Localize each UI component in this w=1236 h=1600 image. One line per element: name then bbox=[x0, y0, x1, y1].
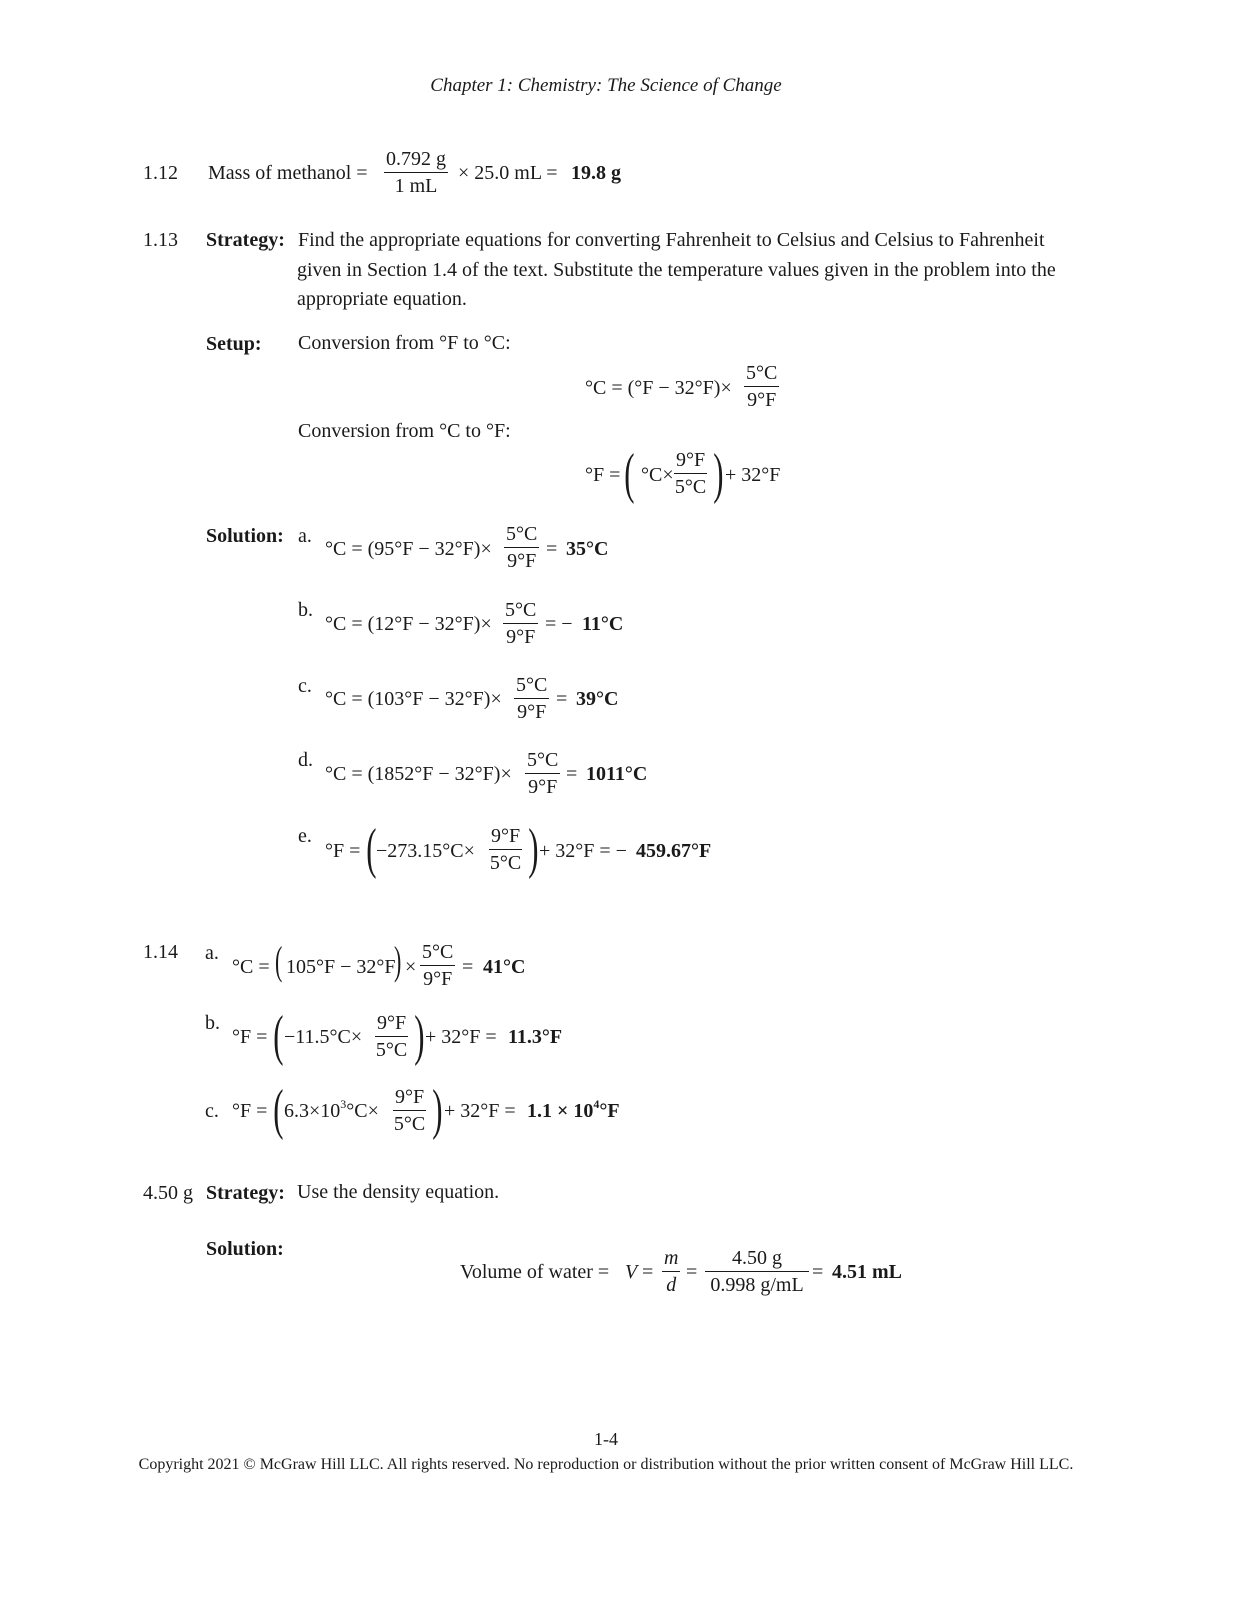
part-b-left: °C = (12°F − 32°F)× bbox=[325, 613, 492, 635]
part-b-fraction bbox=[503, 600, 538, 647]
fraction-numerator: 5°C bbox=[525, 750, 560, 774]
volume-label: Volume of water = bbox=[460, 1261, 610, 1283]
part-b-letter: b. bbox=[205, 1012, 220, 1034]
part-c-equals: = bbox=[556, 688, 568, 710]
strategy-label: Strategy: bbox=[206, 1182, 285, 1204]
part-a-fraction bbox=[504, 524, 539, 571]
part-a-letter: a. bbox=[298, 525, 312, 547]
part-c-answer: 39°C bbox=[576, 688, 619, 710]
problem-number-1-12: 1.12 bbox=[143, 162, 178, 184]
part-a-answer: 41°C bbox=[483, 956, 526, 978]
fraction-numerator: 0.792 g bbox=[384, 149, 448, 173]
right-paren: ) bbox=[393, 938, 402, 983]
copyright-notice: Copyright 2021 © McGraw Hill LLC. All rights reserved. No reproduction or distribution without the prior written consent of McGraw Hill LLC. bbox=[138, 1456, 1074, 1473]
methanol-label: Mass of methanol = bbox=[208, 162, 368, 184]
problem-number-1-15: 4.50 g bbox=[143, 1182, 193, 1204]
volume-equals-2: = bbox=[686, 1261, 698, 1283]
fraction-numerator: 9°F bbox=[489, 826, 522, 850]
strategy-line-1: Find the appropriate equations for converting Fahrenheit to Celsius and Celsius to Fahrenheit bbox=[298, 229, 1045, 251]
fraction-denominator: 5°C bbox=[375, 1039, 408, 1061]
part-a-times: × bbox=[405, 956, 417, 978]
page-number: 1-4 bbox=[594, 1429, 618, 1449]
part-d-left: °C = (1852°F − 32°F)× bbox=[325, 763, 512, 785]
methanol-density-fraction bbox=[384, 149, 448, 196]
part-c-letter: c. bbox=[205, 1100, 219, 1122]
part-c-inner bbox=[284, 1097, 379, 1122]
part-e-letter: e. bbox=[298, 825, 312, 847]
inner-unit: °C× bbox=[346, 1100, 379, 1122]
solution-label: Solution: bbox=[206, 1238, 284, 1260]
part-d-answer: 1011°C bbox=[586, 763, 648, 785]
left-paren: ( bbox=[273, 1079, 284, 1141]
part-d-equals: = bbox=[566, 763, 578, 785]
conversion-c-to-f: Conversion from °C to °F: bbox=[298, 420, 511, 442]
strategy-line-2: given in Section 1.4 of the text. Substitute the temperature values given in the problem into the bbox=[297, 259, 1056, 281]
part-a-answer: 35°C bbox=[566, 538, 609, 560]
fraction-numerator: 9°F bbox=[393, 1087, 426, 1111]
answer-exponent: 4 bbox=[593, 1097, 600, 1111]
part-e-fraction bbox=[489, 826, 522, 873]
part-d-fraction bbox=[525, 750, 560, 797]
part-e-answer: 459.67°F bbox=[636, 840, 712, 862]
fraction-numerator: 5°C bbox=[504, 524, 539, 548]
part-b-inner: −11.5°C× bbox=[284, 1026, 363, 1048]
methanol-answer: 19.8 g bbox=[571, 162, 621, 184]
part-b-equals: = − bbox=[545, 613, 573, 635]
volume-equals: = bbox=[642, 1261, 654, 1283]
left-paren: ( bbox=[624, 443, 635, 505]
part-c-left: °C = (103°F − 32°F)× bbox=[325, 688, 502, 710]
volume-answer: 4.51 mL bbox=[832, 1261, 902, 1283]
fraction-denominator: 9°F bbox=[507, 550, 537, 572]
part-a-left: °C = (95°F − 32°F)× bbox=[325, 538, 492, 560]
part-c-answer bbox=[527, 1097, 620, 1122]
part-a-letter: a. bbox=[205, 942, 219, 964]
inner-base: 6.3×10 bbox=[284, 1100, 341, 1122]
fraction-numerator: 9°F bbox=[375, 1013, 408, 1037]
problem-number-1-13: 1.13 bbox=[143, 229, 178, 251]
part-a-equals: = bbox=[462, 956, 474, 978]
part-c-fraction bbox=[393, 1087, 426, 1134]
left-paren: ( bbox=[366, 818, 377, 880]
fraction-denominator: 9°F bbox=[506, 626, 536, 648]
volume-symbol: V bbox=[625, 1261, 638, 1283]
part-c-right: + 32°F = bbox=[444, 1100, 516, 1122]
right-paren: ) bbox=[528, 818, 539, 880]
right-paren: ) bbox=[414, 1005, 425, 1067]
fraction-denominator: 9°F bbox=[528, 776, 558, 798]
setup-label: Setup: bbox=[206, 333, 262, 355]
part-c-left: °F = bbox=[232, 1100, 268, 1122]
part-c-letter: c. bbox=[298, 675, 312, 697]
part-b-answer: 11.3°F bbox=[508, 1026, 563, 1048]
right-paren: ) bbox=[713, 443, 724, 505]
fraction-numerator: 5°C bbox=[420, 942, 455, 966]
part-e-right: + 32°F = − bbox=[539, 840, 627, 862]
left-paren: ( bbox=[273, 1005, 284, 1067]
right-paren: ) bbox=[432, 1079, 443, 1141]
part-b-right: + 32°F = bbox=[425, 1026, 497, 1048]
part-b-letter: b. bbox=[298, 599, 313, 621]
fraction-denominator: 9°F bbox=[517, 701, 547, 723]
equation-c-to-f-fraction bbox=[674, 450, 707, 497]
part-e-inner: −273.15°C× bbox=[376, 840, 475, 862]
fraction-numerator: 9°F bbox=[674, 450, 707, 474]
fraction-denominator: 9°F bbox=[423, 968, 453, 990]
part-a-inner: 105°F − 32°F bbox=[286, 956, 396, 978]
part-b-left: °F = bbox=[232, 1026, 268, 1048]
part-a-fraction bbox=[420, 942, 455, 989]
fraction-numerator: 5°C bbox=[514, 675, 549, 699]
fraction-numerator: m bbox=[662, 1248, 680, 1272]
part-b-fraction bbox=[375, 1013, 408, 1060]
chapter-header: Chapter 1: Chemistry: The Science of Change bbox=[430, 75, 782, 96]
strategy-label: Strategy: bbox=[206, 229, 285, 251]
mass-over-density-fraction bbox=[662, 1248, 680, 1295]
strategy-text: Use the density equation. bbox=[297, 1181, 500, 1203]
fraction-denominator: 9°F bbox=[747, 389, 777, 411]
left-paren: ( bbox=[274, 938, 283, 983]
fraction-denominator: d bbox=[666, 1274, 677, 1296]
part-c-fraction bbox=[514, 675, 549, 722]
equation-c-to-f-right: + 32°F bbox=[725, 464, 781, 486]
fraction-numerator: 5°C bbox=[503, 600, 538, 624]
strategy-line-3: appropriate equation. bbox=[297, 288, 467, 310]
methanol-multiply: × 25.0 mL = bbox=[458, 162, 558, 184]
fraction-denominator: 5°C bbox=[674, 476, 707, 498]
equation-f-to-c-fraction bbox=[744, 363, 779, 410]
inner-exponent: 3 bbox=[340, 1097, 347, 1111]
equation-c-to-f-left: °F = bbox=[585, 464, 621, 486]
fraction-numerator: 4.50 g bbox=[705, 1248, 809, 1272]
answer-base: 1.1 × 10 bbox=[527, 1100, 594, 1122]
part-a-left: °C = bbox=[232, 956, 270, 978]
part-a-equals: = bbox=[546, 538, 558, 560]
part-b-answer: 11°C bbox=[582, 613, 624, 635]
fraction-numerator: 5°C bbox=[744, 363, 779, 387]
fraction-denominator: 5°C bbox=[393, 1113, 426, 1135]
conversion-f-to-c: Conversion from °F to °C: bbox=[298, 332, 511, 354]
fraction-denominator: 0.998 g/mL bbox=[710, 1274, 804, 1296]
equation-f-to-c: °C = (°F − 32°F)× bbox=[585, 377, 732, 399]
part-e-left: °F = bbox=[325, 840, 361, 862]
part-d-letter: d. bbox=[298, 749, 313, 771]
fraction-denominator: 1 mL bbox=[394, 175, 438, 197]
answer-unit: °F bbox=[599, 1100, 620, 1122]
problem-number-1-14: 1.14 bbox=[143, 941, 178, 963]
solution-label: Solution: bbox=[206, 525, 284, 547]
volume-equals-3: = bbox=[812, 1261, 824, 1283]
equation-c-to-f-inner: °C× bbox=[641, 464, 674, 486]
volume-value-fraction bbox=[705, 1248, 809, 1295]
fraction-denominator: 5°C bbox=[489, 852, 522, 874]
